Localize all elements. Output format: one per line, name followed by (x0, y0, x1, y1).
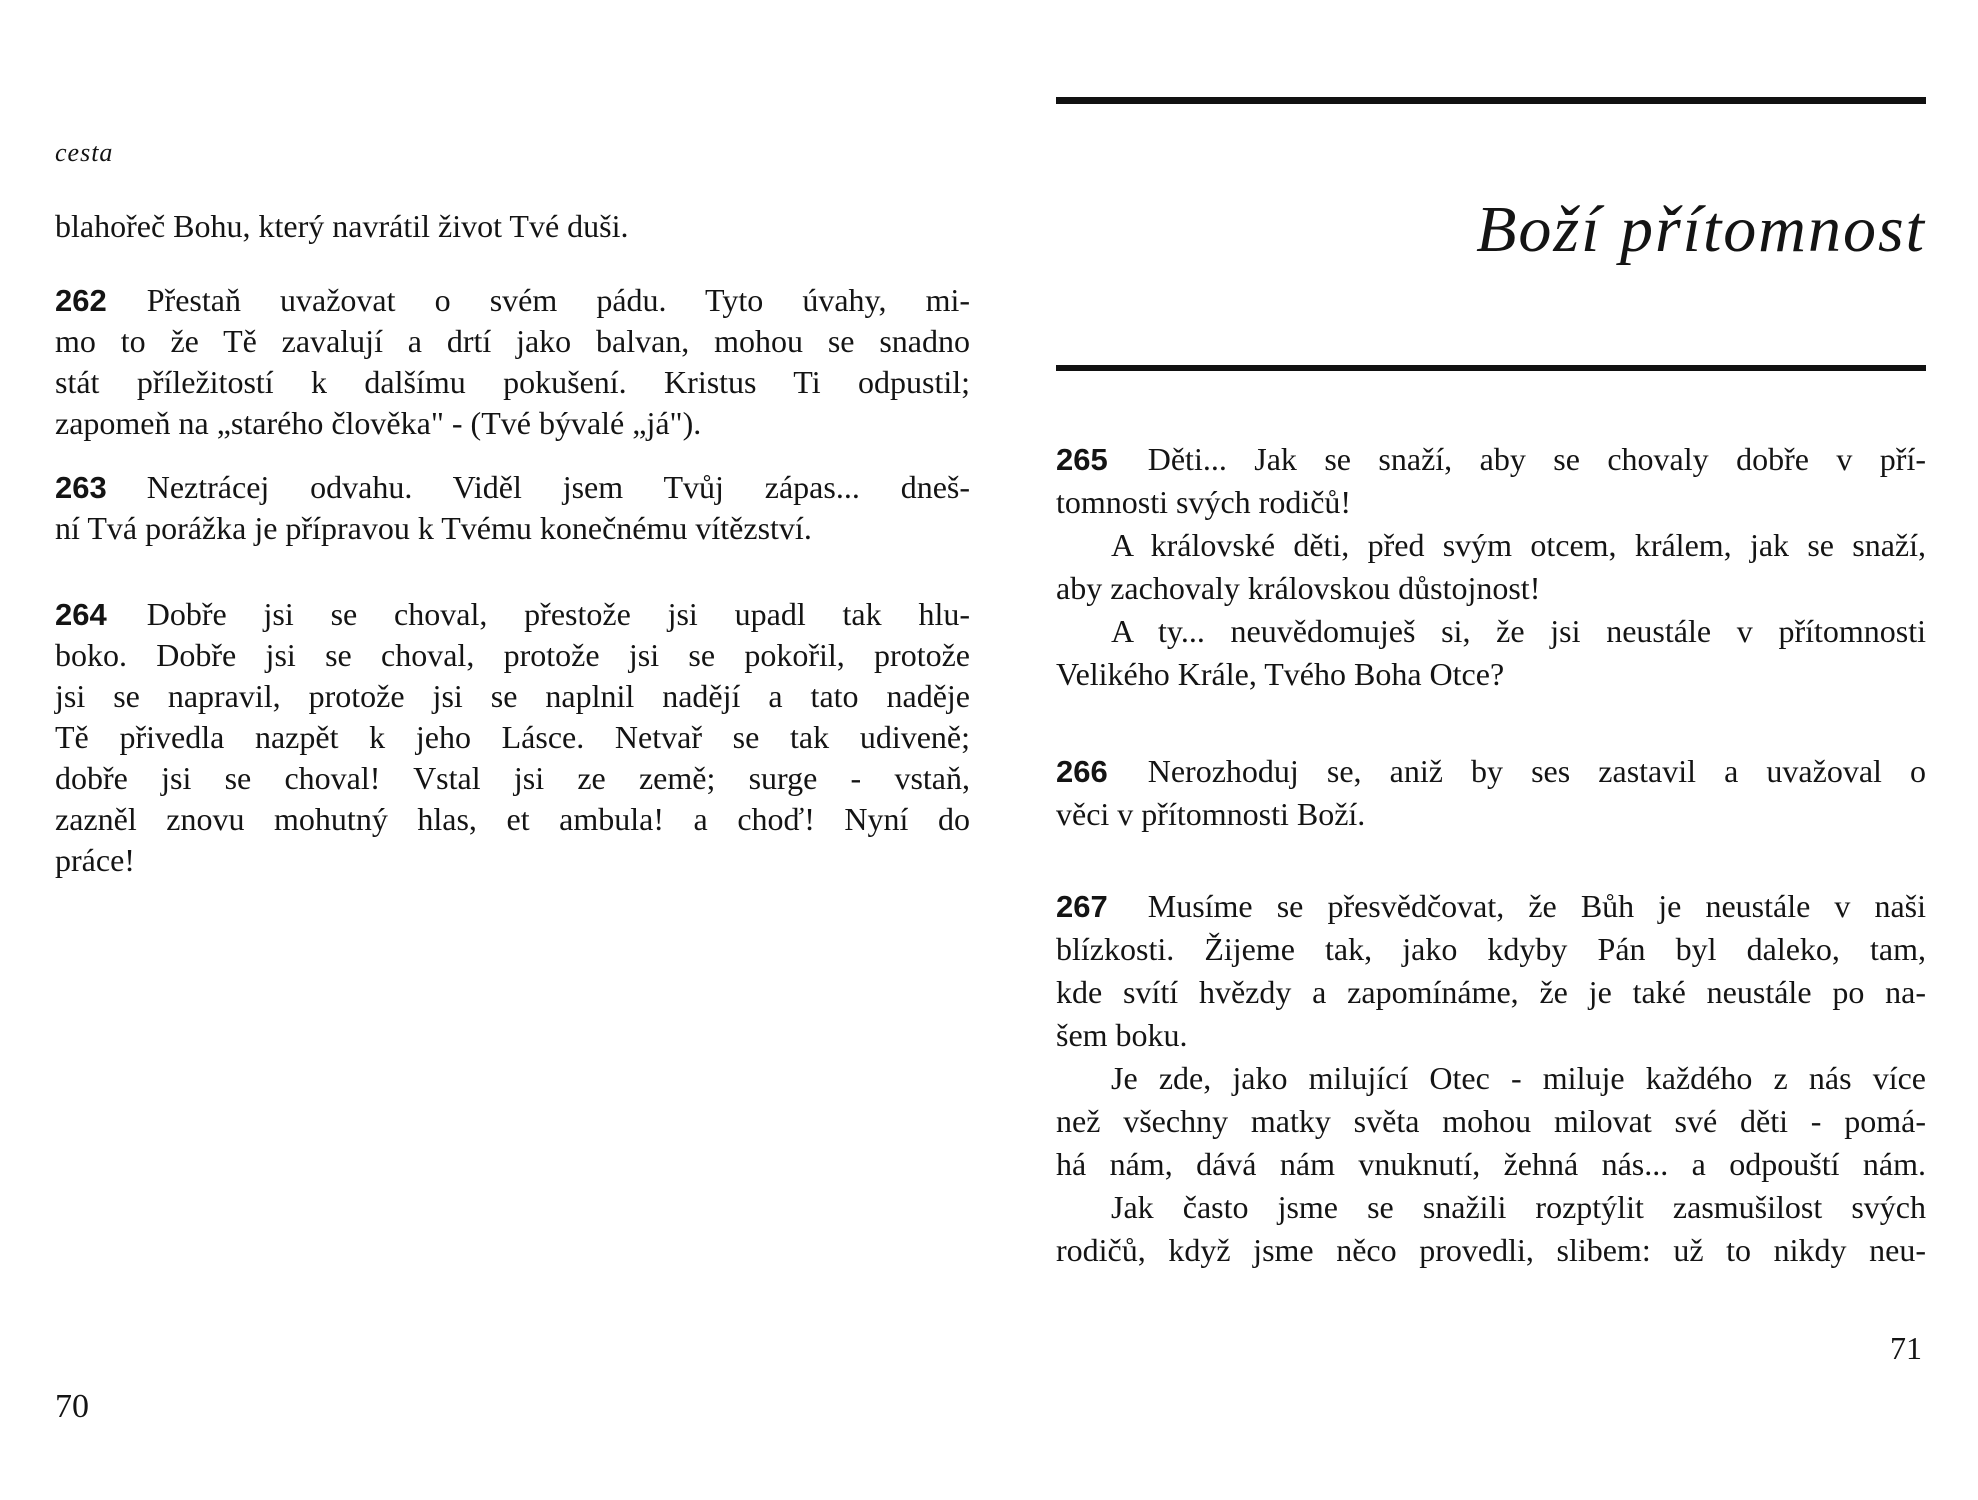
text-line: Musíme se přesvědčovat, že Bůh je neustále v naši (1147, 888, 1926, 924)
text-line: ní Tvá porážka je přípravou k Tvému konečnému vítězství. (55, 510, 812, 546)
text-line: kde svítí hvězdy a zapomínáme, že je také neustále po na- (1056, 974, 1926, 1010)
point-number: 263 (55, 470, 107, 505)
text-line: Jak často jsme se snažili rozptýlit zasmušilost svých (1111, 1189, 1926, 1225)
text-line: Dobře jsi se choval, přestože jsi upadl tak hlu- (146, 596, 970, 632)
text-line: věci v přítomnosti Boží. (1056, 796, 1366, 832)
chapter-title: Boží přítomnost (1476, 193, 1926, 266)
text-line: než všechny matky světa mohou milovat své děti - pomá- (1056, 1103, 1926, 1139)
text-line: boko. Dobře jsi se choval, protože jsi se pokořil, protože (55, 637, 970, 673)
text-line: Děti... Jak se snaží, aby se chovaly dobře v pří- (1147, 441, 1926, 477)
point-266 (1056, 750, 1926, 836)
text-line: Je zde, jako milující Otec - miluje každého z nás více (1111, 1060, 1926, 1096)
point-265 (1056, 438, 1926, 696)
text-line: Přestaň uvažovat o svém pádu. Tyto úvahy, mi- (146, 282, 970, 318)
text-line: Velikého Krále, Tvého Boha Otce? (1056, 656, 1505, 692)
point-267 (1056, 885, 1926, 1272)
text-line: blahořeč Bohu, který navrátil život Tvé duši. (55, 208, 629, 244)
point-264 (55, 594, 970, 881)
point-263 (55, 467, 970, 549)
text-line: há nám, dává nám vnuknutí, žehná nás... a odpouští nám. (1056, 1146, 1926, 1182)
text-line: jsi se napravil, protože jsi se naplnil nadějí a tato naděje (55, 678, 970, 714)
text-line: zapomeň na „starého člověka" - (Tvé bývalé „já"). (55, 405, 702, 441)
page-number: 71 (1890, 1330, 1922, 1366)
intro-line (55, 206, 970, 247)
point-number: 265 (1056, 442, 1108, 477)
point-262 (55, 280, 970, 444)
point-number: 264 (55, 597, 107, 632)
running-head: cesta (55, 138, 114, 167)
point-number: 266 (1056, 754, 1108, 789)
text-line: dobře jsi se choval! Vstal jsi ze země; surge - vstaň, (55, 760, 970, 796)
right-page (1000, 0, 1978, 1500)
text-line: Nerozhoduj se, aniž by ses zastavil a uvažoval o (1147, 753, 1926, 789)
text-line: šem boku. (1056, 1017, 1188, 1053)
text-line: aby zachovaly královskou důstojnost! (1056, 570, 1541, 606)
text-line: blízkosti. Žijeme tak, jako kdyby Pán byl daleko, tam, (1056, 931, 1926, 967)
page-number: 70 (55, 1388, 89, 1425)
text-line: zazněl znovu mohutný hlas, et ambula! a choď! Nyní do (55, 801, 970, 837)
text-line: rodičů, když jsme něco provedli, slibem: už to nikdy neu- (1056, 1232, 1926, 1268)
text-line: tomnosti svých rodičů! (1056, 484, 1352, 520)
top-rule (1056, 97, 1926, 104)
bottom-rule (1056, 365, 1926, 371)
text-line: A ty... neuvědomuješ si, že jsi neustále v přítomnosti (1111, 613, 1926, 649)
point-number: 267 (1056, 889, 1108, 924)
text-line: Neztrácej odvahu. Viděl jsem Tvůj zápas... dneš- (146, 469, 970, 505)
text-line: A královské děti, před svým otcem, králem, jak se snaží, (1111, 527, 1926, 563)
text-line: stát příležitostí k dalšímu pokušení. Kristus Ti odpustil; (55, 364, 970, 400)
text-line: práce! (55, 842, 135, 878)
text-line: mo to že Tě zavalují a drtí jako balvan, mohou se snadno (55, 323, 970, 359)
point-number: 262 (55, 283, 107, 318)
text-line: Tě přivedla nazpět k jeho Lásce. Netvař se tak udiveně; (55, 719, 970, 755)
